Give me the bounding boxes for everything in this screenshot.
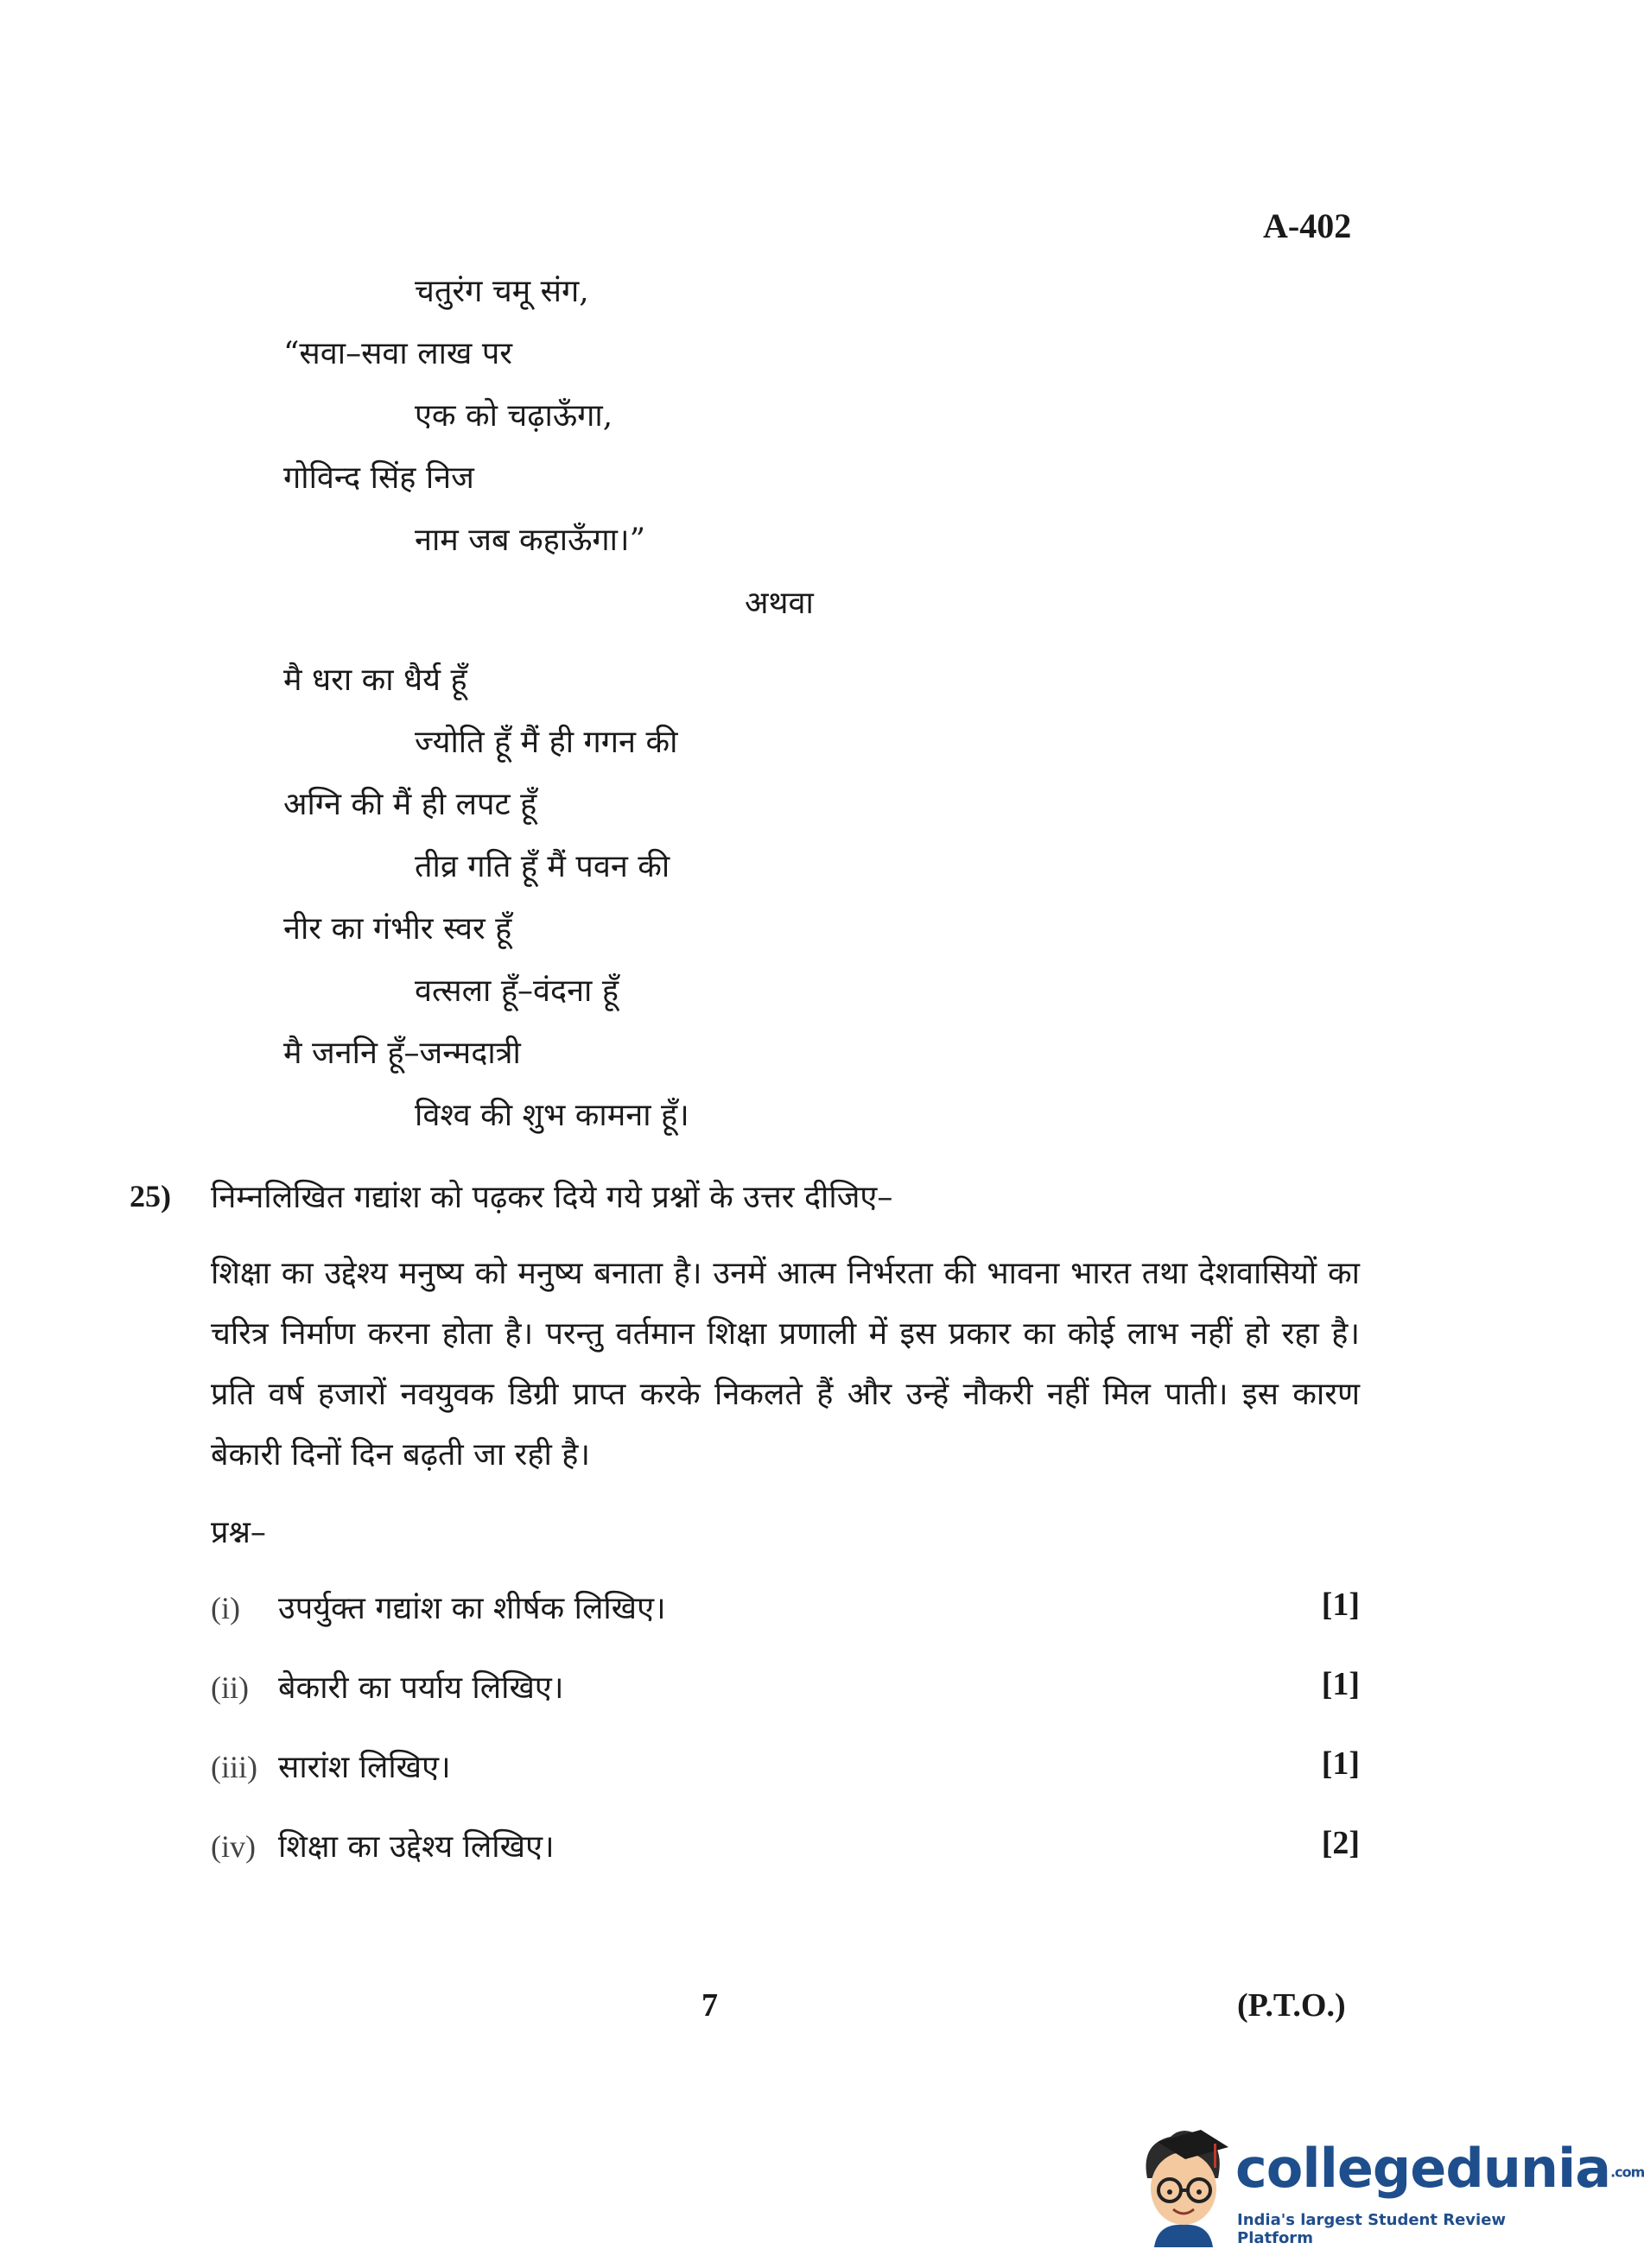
- subquestion-text: उपर्युक्त गद्यांश का शीर्षक लिखिए।: [278, 1591, 666, 1626]
- poem2-line-2: ज्योति हूँ मैं ही गगन की: [415, 725, 678, 760]
- poem1-line-5: नाम जब कहाऊँगा।”: [415, 523, 645, 558]
- poem2-line-7: मै जननि हूँ–जन्मदात्री: [283, 1036, 521, 1071]
- questions-label: प्रश्न–: [211, 1515, 266, 1550]
- subquestion-text: बेकारी का पर्याय लिखिए।: [278, 1670, 564, 1706]
- subquestion-i: [211, 1586, 1360, 1629]
- poem2-line-4: तीव्र गति हूँ मैं पवन की: [415, 849, 670, 884]
- subquestion-number: (ii): [211, 1670, 249, 1705]
- subquestion-iii: [211, 1745, 1360, 1788]
- question-number: 25): [130, 1179, 171, 1213]
- collegedunia-watermark: [1132, 2118, 1644, 2256]
- poem2-line-6: वत्सला हूँ–वंदना हूँ: [415, 973, 619, 1009]
- subquestion-text: सारांश लिखिए।: [278, 1750, 451, 1785]
- subquestion-text: शिक्षा का उद्देश्य लिखिए।: [278, 1829, 555, 1865]
- paper-code: A-402: [1263, 206, 1352, 245]
- poem2-line-5: नीर का गंभीर स्वर हूँ: [283, 911, 512, 947]
- subquestion-ii: [211, 1665, 1360, 1708]
- student-mascot-icon: [1132, 2118, 1235, 2247]
- subquestion-marks: [1]: [1321, 1745, 1360, 1782]
- brand-tagline: India's largest Student Review Platform: [1237, 2211, 1507, 2247]
- poem2-line-1: मै धरा का धैर्य हूँ: [283, 662, 467, 698]
- brand-suffix: .com: [1610, 2163, 1644, 2181]
- subquestion-number: (i): [211, 1591, 240, 1625]
- subquestion-number: (iv): [211, 1829, 256, 1864]
- question-instruction: निम्नलिखित गद्यांश को पढ़कर दिये गये प्रश्नों के उत्तर दीजिए–: [211, 1180, 893, 1215]
- separator-athava: अथवा: [745, 586, 814, 621]
- question-passage: शिक्षा का उद्देश्य मनुष्य को मनुष्य बनाता है। उनमें आत्म निर्भरता की भावना भारत तथा देशवासियों का चरित्र निर्माण करना होता है। परन्तु वर्तमान शिक्षा प्रणाली में इस प्रकार का कोई लाभ नहीं हो रहा है। प्रति वर्ष हजारों नवयुवक डिग्री प्राप्त करके निकलते हैं और उन्हें नौकरी नहीं मिल पाती। इस कारण बेकारी दिनों दिन बढ़ती जा रही है।: [211, 1256, 1360, 1473]
- subquestion-marks: [1]: [1321, 1666, 1360, 1702]
- page-number: 7: [701, 1987, 718, 2024]
- pto-label: (P.T.O.): [1237, 1987, 1346, 2024]
- brand-name: collegedunia.com: [1235, 2137, 1644, 2200]
- subquestion-number: (iii): [211, 1750, 257, 1784]
- subquestion-iv: [211, 1824, 1360, 1867]
- poem2-line-3: अग्नि की मैं ही लपट हूँ: [283, 787, 537, 822]
- poem2-line-8: विश्व की शुभ कामना हूँ।: [415, 1098, 689, 1133]
- poem1-line-1: चतुरंग चमू संग,: [415, 274, 589, 309]
- subquestion-marks: [1]: [1321, 1587, 1360, 1623]
- poem1-line-2: “सवा–सवा लाख पर: [283, 336, 512, 371]
- poem1-line-4: गोविन्द सिंह निज: [283, 460, 474, 496]
- subquestion-marks: [2]: [1321, 1825, 1360, 1861]
- poem1-line-3: एक को चढ़ाऊँगा,: [415, 398, 613, 434]
